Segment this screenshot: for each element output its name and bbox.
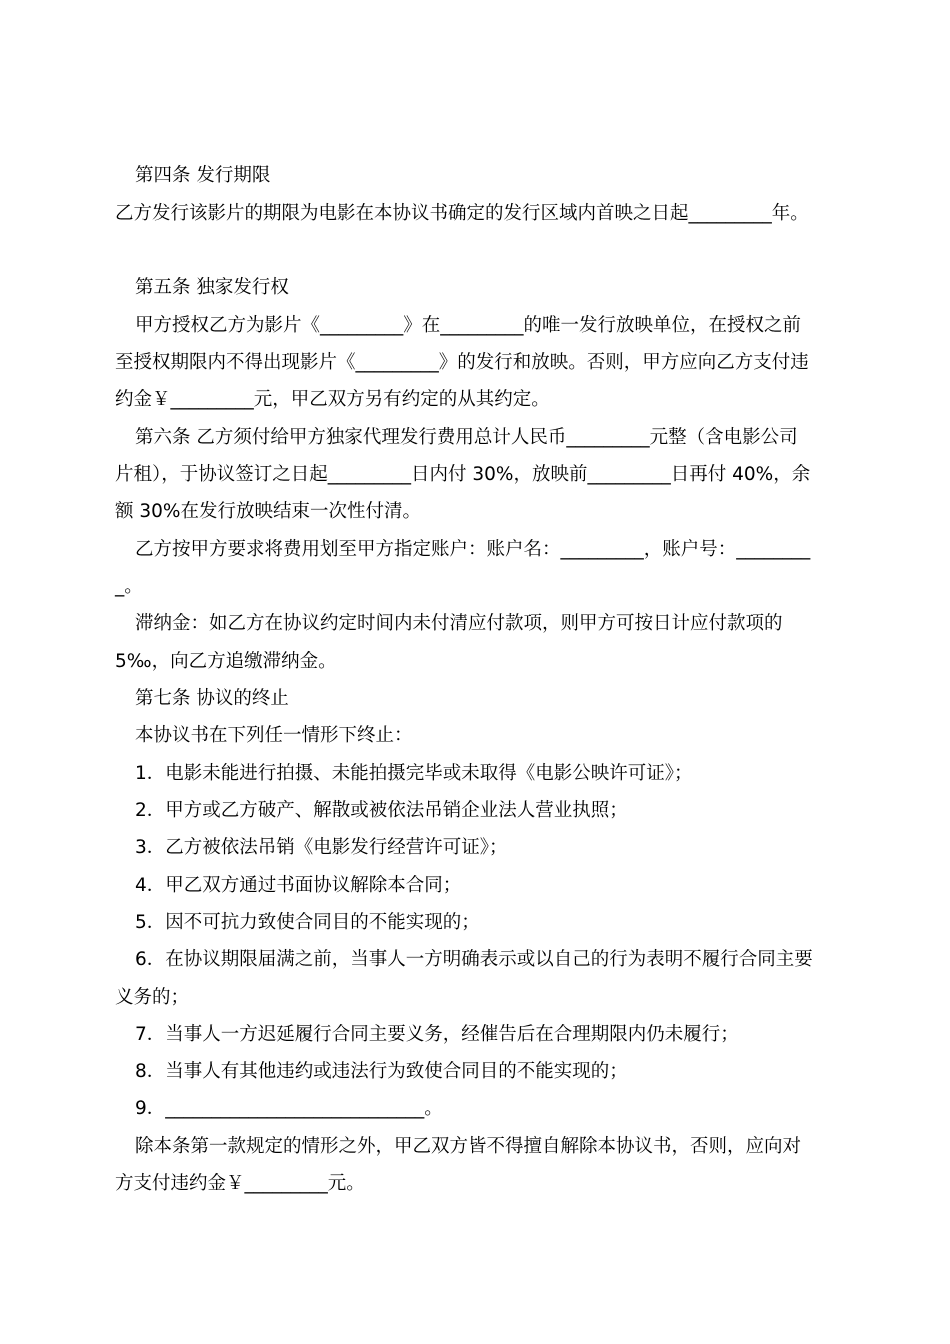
termination-item-4: 4．甲乙双方通过书面协议解除本合同； — [135, 875, 462, 896]
article-7-heading: 第七条 协议的终止 — [135, 688, 289, 709]
termination-item-6-line-2: 义务的； — [115, 987, 190, 1008]
late-fee-line-1: 滞纳金：如乙方在协议约定时间内未付清应付款项，则甲方可按日计应付款项的 — [135, 613, 783, 634]
termination-item-9: 9．____________________________。 — [135, 1098, 443, 1119]
article-5-text-line-3: 约金￥_________元，甲乙双方另有约定的从其约定。 — [115, 389, 550, 410]
termination-item-7: 7．当事人一方迟延履行合同主要义务，经催告后在合理期限内仍未履行； — [135, 1024, 739, 1045]
account-line-2: _。 — [115, 576, 143, 597]
termination-item-8: 8．当事人有其他违约或违法行为致使合同目的不能实现的； — [135, 1061, 628, 1082]
article-4-text: 乙方发行该影片的期限为电影在本协议书确定的发行区域内首映之日起_________年。 — [115, 203, 809, 224]
termination-item-3: 3．乙方被依法吊销《电影发行经营许可证》； — [135, 837, 508, 858]
article-6-text-line-1: 第六条 乙方须付给甲方独家代理发行费用总计人民币_________元整（含电影公司 — [135, 427, 798, 448]
article-6-text-line-2: 片租），于协议签订之日起_________日内付 30%，放映前_________日再付 40%，余 — [115, 464, 811, 485]
article-6-text-line-3: 额 30%在发行放映结束一次性付清。 — [115, 501, 422, 522]
late-fee-line-2: 5‰，向乙方追缴滞纳金。 — [115, 651, 337, 672]
termination-intro: 本协议书在下列任一情形下终止： — [135, 725, 413, 746]
account-line-1: 乙方按甲方要求将费用划至甲方指定账户：账户名：_________，账户号：________ — [135, 539, 811, 560]
termination-item-5: 5．因不可抗力致使合同目的不能实现的； — [135, 912, 480, 933]
termination-item-6-line-1: 6．在协议期限届满之前，当事人一方明确表示或以自己的行为表明不履行合同主要 — [135, 949, 813, 970]
closing-clause-line-1: 除本条第一款规定的情形之外，甲乙双方皆不得擅自解除本协议书，否则，应向对 — [135, 1136, 802, 1157]
article-5-text-line-1: 甲方授权乙方为影片《_________》在_________的唯一发行放映单位，在授权之前 — [135, 315, 802, 336]
termination-item-1: 1．电影未能进行拍摄、未能拍摄完毕或未取得《电影公映许可证》； — [135, 763, 693, 784]
article-4-heading: 第四条 发行期限 — [135, 165, 271, 186]
closing-clause-line-2: 方支付违约金￥_________元。 — [115, 1173, 365, 1194]
termination-item-2: 2．甲方或乙方破产、解散或被依法吊销企业法人营业执照； — [135, 800, 628, 821]
article-5-text-line-2: 至授权期限内不得出现影片《_________》的发行和放映。否则，甲方应向乙方支付违 — [115, 352, 809, 373]
article-5-heading: 第五条 独家发行权 — [135, 277, 289, 298]
